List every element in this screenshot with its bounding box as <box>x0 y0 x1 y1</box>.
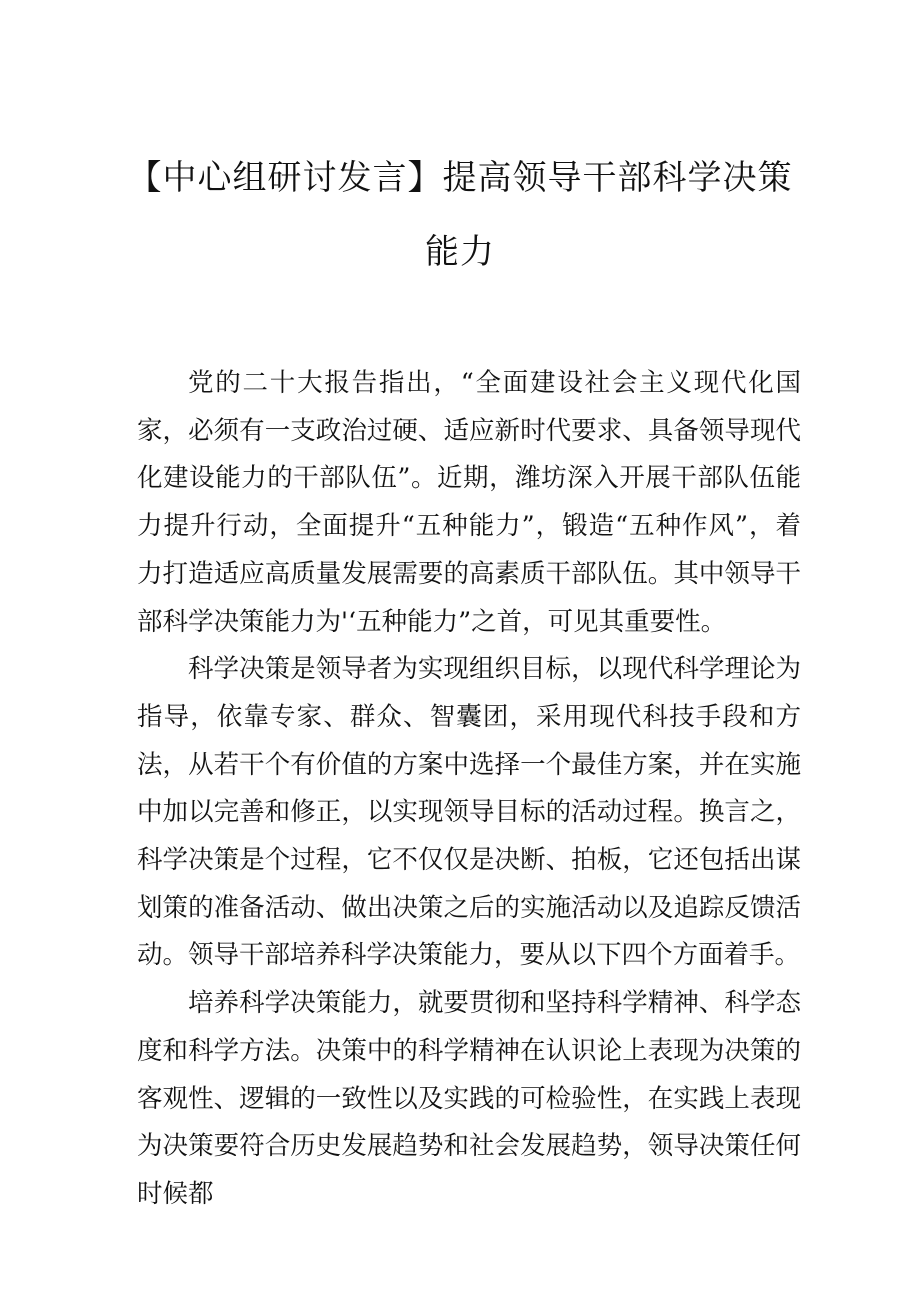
paragraph-1: 党的二十大报告指出，“全面建设社会主义现代化国家，必须有一支政治过硬、适应新时代要求、具备领导现代化建设能力的干部队伍”。近期，潍坊深入开展干部队伍能力提升行动，全面提升“五种能力”，锻造“五种作风”，着力打造适应高质量发展需要的高素质干部队伍。其中领导干部科学决策能力为'‘五种能力”之首，可见其重要性。 <box>137 368 801 637</box>
document-body <box>137 360 801 1219</box>
document-title-line-1: 【中心组研讨发言】提高领导干部科学决策 <box>127 158 793 198</box>
paragraph-2: 科学决策是领导者为实现组织目标，以现代科学理论为指导，依靠专家、群众、智囊团，采用现代科技手段和方法，从若干个有价值的方案中选择一个最佳方案，并在实施中加以完善和修正，以实现领导目标的活动过程。换言之，科学决策是个过程，它不仅仅是决断、拍板，它还包括出谋划策的准备活动、做出决策之后的实施活动以及追踪反馈活动。领导干部培养科学决策能力，要从以下四个方面着手。 <box>137 654 801 971</box>
paragraph-3: 培养科学决策能力，就要贯彻和坚持科学精神、科学态度和科学方法。决策中的科学精神在认识论上表现为决策的客观性、逻辑的一致性以及实践的可检验性，在实践上表现为决策要符合历史发展趋势和社会发展趋势，领导决策任何时候都 <box>137 988 801 1209</box>
document-title-line-2: 能力 <box>425 232 495 272</box>
